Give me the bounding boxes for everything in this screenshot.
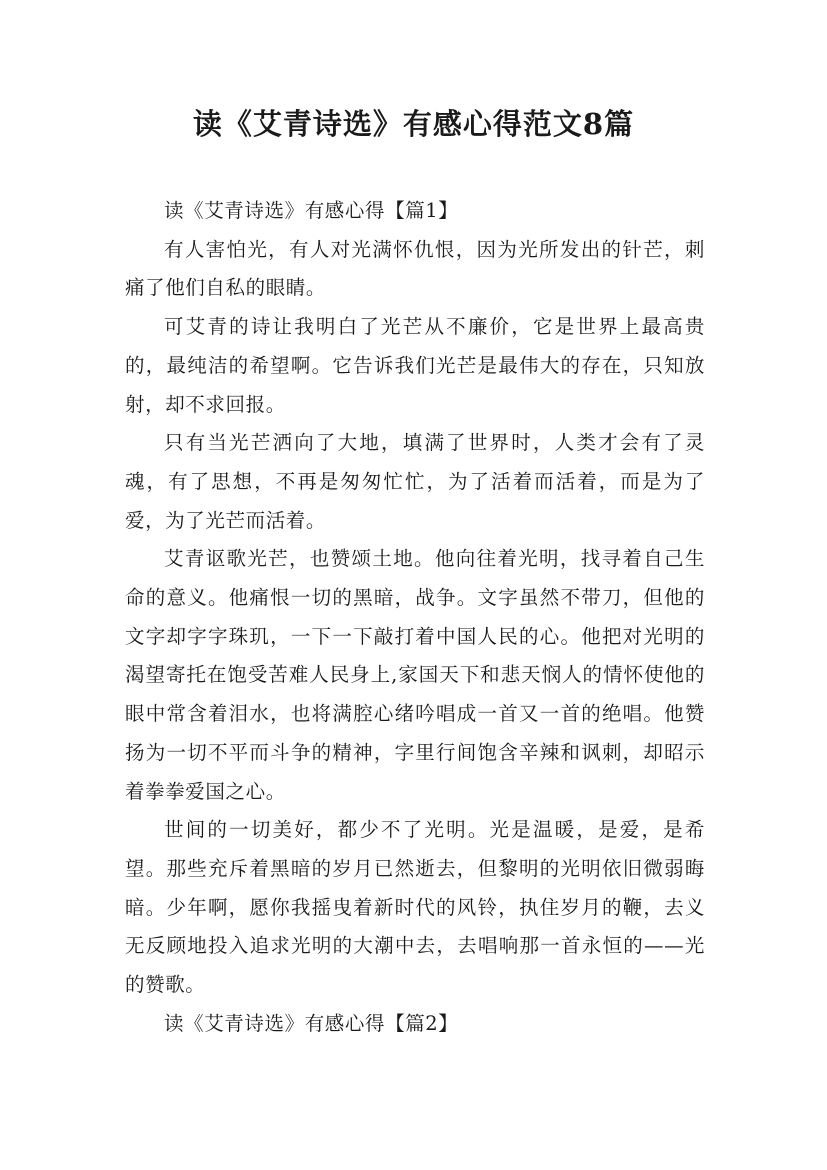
paragraph: 只有当光芒洒向了大地，填满了世界时，人类才会有了灵魂，有了思想，不再是匆匆忙忙，为了活着而活着，而是为了爱，为了光芒而活着。 bbox=[125, 431, 705, 532]
document-body bbox=[125, 192, 705, 1043]
section-heading-1: 读《艾青诗选》有感心得【篇1】 bbox=[164, 199, 459, 222]
paragraph: 有人害怕光，有人对光满怀仇恨，因为光所发出的针芒，刺痛了他们自私的眼睛。 bbox=[125, 237, 705, 300]
paragraph: 可艾青的诗让我明白了光芒从不廉价，它是世界上最高贵的，最纯洁的希望啊。它告诉我们光芒是最伟大的存在，只知放射，却不求回报。 bbox=[125, 315, 705, 416]
section-heading-2: 读《艾青诗选》有感心得【篇2】 bbox=[164, 1011, 459, 1035]
document-title: 读《艾青诗选》有感心得范文8篇 bbox=[192, 107, 635, 141]
paragraph: 世间的一切美好，都少不了光明。光是温暖，是爱，是希望。那些充斥着黑暗的岁月已然逝去，但黎明的光明依旧微弱晦暗。少年啊，愿你我摇曳着新时代的风铃，执住岁月的鞭，去义无反顾地投入追求光明的大潮中去，去唱响那一首永恒的——光的赞歌。 bbox=[125, 818, 705, 997]
paragraph: 艾青讴歌光芒，也赞颂土地。他向往着光明，找寻着自己生命的意义。他痛恨一切的黑暗，战争。文字虽然不带刀，但他的文字却字字珠玑，一下一下敲打着中国人民的心。他把对光明的渴望寄托在饱受苦难人民身上,家国天下和悲天悯人的情怀使他的眼中常含着泪水，也将满腔心绪吟唱成一首又一首的绝唱。他赞扬为一切不平而斗争的精神，字里行间饱含辛辣和讽刺，却昭示着拳拳爱国之心。 bbox=[125, 547, 705, 803]
